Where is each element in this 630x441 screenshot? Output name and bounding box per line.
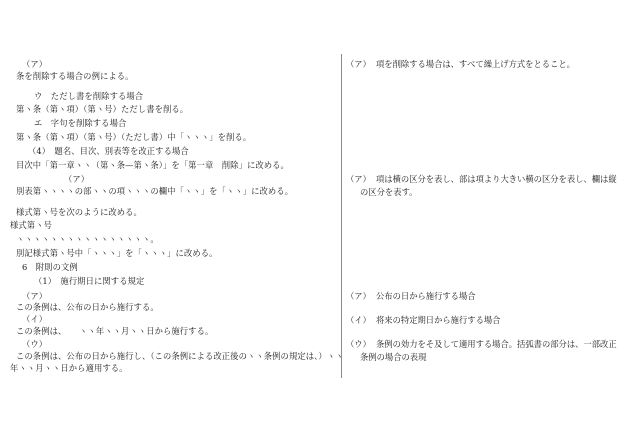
note-1-text: 項を削除する場合は、すべて繰上げ方式をとること。 [376,59,575,69]
left-line-2: 条を削除する場合の例による。 [16,71,134,81]
note-2-text: 項は横の区分を表し、部は項より大きい横の区分を表し、欄は縦 [376,174,617,184]
left-line-18: この条例は、公布の日から施行する。 [16,302,159,312]
note-5-text: 条例の効力をそ及して適用する場合。括弧書の部分は、一部改正 [376,339,617,349]
left-line-11: 様式第ヽ号を次のように改める。 [16,207,142,217]
note-3-text: 公布の日から施行する場合 [376,291,476,301]
left-line-17: （ア） [22,291,48,301]
left-line-20: この条例は、 ヽヽ年ヽヽ月ヽヽ日から施行する。 [16,326,214,336]
left-line-22: この条例は、公布の日から施行し、（この条例による改正後のヽヽ条例の規定は、）ヽヽ [16,351,344,361]
left-line-12: 様式第ヽ号 [10,220,52,230]
note-4-label: （イ） [346,315,371,325]
left-line-14: 別記様式第ヽ号中「ヽヽヽ」を「ヽヽヽ」に改める。 [16,248,218,258]
left-line-7: （4） 題名、目次、別表等を改正する場合 [28,146,189,156]
left-line-21: （ウ） [22,339,48,349]
left-line-8: 目次中「第一章ヽヽ（第ヽ条—第ヽ条）」を「第一章 削除」に改める。 [16,160,289,170]
note-4 [346,314,622,327]
left-line-4: 第ヽ条（第ヽ項）（第ヽ号）ただし書を削る。 [16,104,189,114]
note-3-label: （ア） [346,291,371,301]
left-line-23: 年ヽヽ月ヽヽ日から適用する。 [10,363,128,373]
note-5 [346,338,622,364]
column-divider [341,54,342,378]
left-line-19: （イ） [22,314,48,324]
left-line-16: （1） 施行期日に関する規定 [34,276,145,286]
left-line-9: （ア） [64,174,90,184]
note-4-text: 将来の特定期日から施行する場合 [376,315,501,325]
left-line-3: ウ ただし書を削除する場合 [34,91,144,101]
left-line-15: 6 附則の文例 [22,262,78,272]
note-5-continuation: 条例の場合の表現 [360,352,427,362]
left-line-6: 第ヽ条（第ヽ項）（第ヽ号）（ただし書）中「ヽヽヽ」を削る。 [16,132,252,142]
note-2-continuation: の区分を表す。 [360,187,418,197]
left-line-13: ヽヽヽヽヽヽヽヽヽヽヽヽヽヽヽヽ。 [16,234,159,244]
note-1 [346,58,622,71]
note-5-label: （ウ） [346,339,371,349]
note-3 [346,290,622,303]
left-line-10: 別表第ヽヽヽヽの部ヽヽの項ヽヽヽの欄中「ヽヽ」を「ヽヽ」に改める。 [16,186,294,196]
note-1-label: （ア） [346,59,371,69]
note-2 [346,173,622,199]
note-2-label: （ア） [346,174,371,184]
left-line-5: エ 字句を削除する場合 [34,118,127,128]
left-line-1: （ア） [22,59,48,69]
